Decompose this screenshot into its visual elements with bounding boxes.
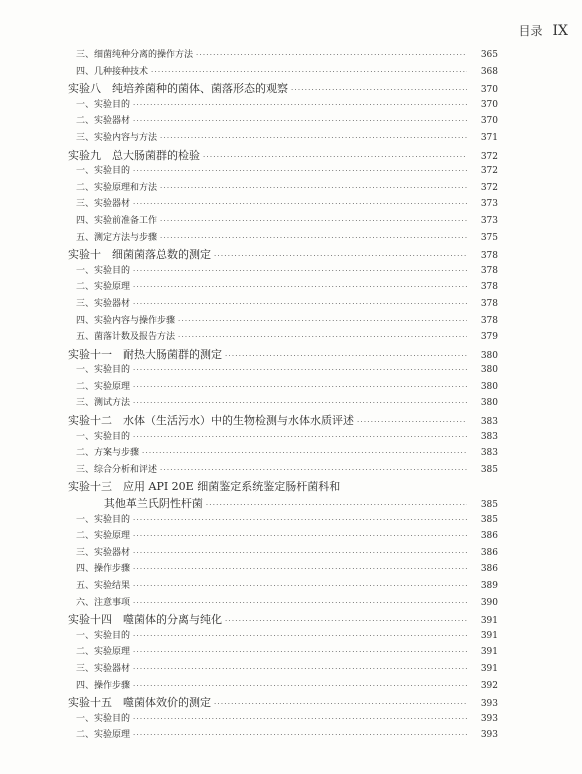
toc-section-entry[interactable] [68,628,498,645]
dot-leader [291,86,467,94]
toc-section-entry[interactable] [68,163,498,180]
dot-leader [133,532,467,540]
dot-leader [160,134,467,142]
dot-leader [133,648,467,656]
toc-section-entry[interactable] [68,313,498,330]
toc-chapter-entry[interactable] [68,80,498,97]
dot-leader [133,267,467,275]
toc-entry-title: 实验十 细菌菌落总数的测定 [68,248,211,262]
toc-entry-page-number: 385 [480,514,498,525]
toc-entry-title: 其他革兰氏阴性杆菌 [103,497,203,511]
toc-entry-page-number: 393 [480,730,498,741]
toc-section-entry[interactable] [68,263,498,280]
dot-leader [225,352,467,360]
dot-leader [142,449,467,457]
toc-entry-title: 四、实验内容与操作步骤 [76,315,176,326]
toc-entry-title: 三、实验器材 [76,663,131,674]
dot-leader [133,565,467,573]
dot-leader [133,682,467,690]
toc-entry-page-number: 368 [480,66,498,77]
dot-leader [206,501,467,509]
toc-entry-page-number: 383 [480,448,498,459]
dot-leader [160,234,467,242]
toc-entry-title: 五、实验结果 [76,581,131,591]
toc-entry-title: 一、实验目的 [76,431,131,442]
toc-entry-page-number: 380 [480,365,498,376]
dot-leader [160,217,467,225]
toc-chapter-entry[interactable] [68,694,498,711]
toc-entry-title: 四、实验前准备工作 [76,215,158,226]
toc-entry-title: 三、实验器材 [76,199,131,210]
toc-section-entry[interactable] [68,47,498,64]
toc-entry-title: 一、实验目的 [76,365,131,376]
toc-entry-page-number: 385 [480,464,498,475]
toc-section-entry[interactable] [68,595,498,612]
dot-leader [133,715,467,723]
toc-entry-title: 三、综合分析和评述 [76,464,158,475]
dot-leader [133,283,467,291]
toc-entry-page-number: 373 [480,199,498,210]
toc-section-entry[interactable] [68,296,498,313]
dot-leader [214,700,467,708]
toc-entry-page-number: 386 [480,547,498,558]
toc-entry-page-number: 383 [480,431,498,442]
toc-entry-title: 三、实验器材 [76,547,131,558]
toc-section-entry[interactable] [68,445,498,462]
toc-entry-page-number: 378 [480,282,498,293]
toc-entry-page-number: 386 [480,531,498,542]
dot-leader [133,366,467,374]
dot-leader [196,51,467,59]
toc-entry-page-number: 386 [480,564,498,575]
toc-entry-page-number: 391 [480,630,498,641]
toc-section-entry[interactable] [68,462,498,479]
toc-entry-title: 一、实验目的 [76,99,131,110]
toc-entry-page-number: 380 [480,398,498,409]
toc-entry-page-number: 390 [480,597,498,608]
dot-leader [133,433,467,441]
toc-entry-title: 二、实验原理 [76,381,131,392]
toc-section-entry[interactable] [68,727,498,744]
toc-entry-title: 四、操作步骤 [76,680,131,691]
toc-section-entry[interactable] [68,279,498,296]
toc-section-entry[interactable] [68,578,498,595]
dot-leader [133,549,467,557]
toc-section-entry[interactable] [68,429,498,446]
toc-entry-page-number: 380 [480,381,498,392]
toc-entry-page-number: 391 [480,647,498,658]
toc-chapter-entry[interactable] [68,246,498,263]
toc-section-entry[interactable] [68,362,498,379]
toc-entry-title: 三、细菌纯种分离的操作方法 [76,50,194,60]
dot-leader [133,101,467,109]
toc-chapter-entry[interactable] [68,412,498,429]
toc-section-entry[interactable] [68,213,498,230]
dot-leader [225,617,467,625]
dot-leader [133,731,467,739]
toc-chapter-entry[interactable] [68,147,498,164]
toc-entry-page-number: 393 [480,699,498,710]
toc-entry-title: 二、实验器材 [76,116,131,127]
toc-entry-title: 三、测试方法 [76,398,131,409]
toc-entry-page-number: 371 [480,132,498,143]
toc-section-entry[interactable] [68,678,498,695]
running-header [518,22,568,39]
toc-entry-title: 四、操作步骤 [76,564,131,575]
dot-leader [160,466,467,474]
toc-section-entry[interactable] [68,512,498,529]
dot-leader [133,516,467,524]
toc-entry-page-number: 389 [480,581,498,591]
toc-entry-title: 实验十三 应用 API 20E 细菌鉴定系统鉴定肠杆菌科和 [68,480,341,494]
toc-entry-page-number: 372 [480,166,498,177]
toc-entry-title: 二、方案与步骤 [76,448,140,459]
toc-entry-title: 二、实验原理 [76,531,131,542]
toc-entry-title: 一、实验目的 [76,265,131,276]
toc-entry-page-number: 391 [480,616,498,627]
toc-section-entry[interactable] [68,528,498,545]
toc-section-entry[interactable] [68,113,498,130]
dot-leader [133,399,467,407]
toc-entry-page-number: 372 [480,182,498,193]
toc-section-entry[interactable] [68,561,498,578]
toc-entry-page-number: 365 [480,50,498,60]
toc-chapter-entry[interactable] [68,611,498,628]
toc-entry-page-number: 383 [480,417,498,428]
toc-entry-page-number: 372 [480,151,498,162]
toc-section-entry[interactable] [68,196,498,213]
toc-section-entry[interactable] [68,230,498,247]
dot-leader [214,252,467,260]
toc-entry-title: 四、几种接种技术 [76,66,149,77]
toc-chapter-entry[interactable] [68,346,498,363]
dot-leader [133,599,467,607]
toc-entry-page-number: 370 [480,99,498,110]
dot-leader [160,184,467,192]
toc-entry-page-number: 391 [480,663,498,674]
toc-section-entry[interactable] [68,180,498,197]
toc-entry-title: 二、实验原理 [76,647,131,658]
toc-entry-page-number: 385 [480,500,498,511]
dot-leader [133,117,467,125]
toc-entry-page-number: 378 [480,251,498,262]
toc-entry-title: 三、实验器材 [76,298,131,309]
toc-section-entry[interactable] [68,130,498,147]
toc-section-entry[interactable] [68,711,498,728]
toc-section-entry[interactable] [68,97,498,114]
dot-leader [151,68,467,76]
dot-leader [133,383,467,391]
toc-entry-title: 五、菌落计数及报告方法 [76,332,176,343]
toc-chapter-continuation[interactable] [68,495,498,512]
toc-entry-title: 一、实验目的 [76,630,131,641]
toc-entry-title: 实验十五 噬菌体效价的测定 [68,696,211,710]
dot-leader [133,167,467,175]
toc-entry-title: 三、实验内容与方法 [76,132,158,143]
toc-section-entry[interactable] [68,64,498,81]
dot-leader [133,632,467,640]
dot-leader [357,418,467,426]
toc-entry-title: 实验十一 耐热大肠菌群的测定 [68,347,222,361]
toc-entry-page-number: 373 [480,215,498,226]
toc-entry-title: 一、实验目的 [76,514,131,525]
toc-entry-title: 实验九 总大肠菌群的检验 [68,148,200,162]
toc-entry-title: 二、实验原理 [76,282,131,293]
table-of-contents [68,47,498,744]
toc-entry-page-number: 370 [480,116,498,127]
dot-leader [133,582,467,590]
toc-entry-page-number: 370 [480,85,498,96]
toc-entry-title: 实验十四 噬菌体的分离与纯化 [68,613,222,627]
toc-entry-title: 二、实验原理 [76,730,131,741]
dot-leader [133,200,467,208]
dot-leader [178,333,467,341]
toc-section-entry[interactable] [68,644,498,661]
dot-leader [133,665,467,673]
toc-entry-title: 一、实验目的 [76,166,131,177]
toc-entry-page-number: 392 [480,680,498,691]
toc-entry-title: 实验十二 水体（生活污水）中的生物检测与水体水质评述 [68,414,354,428]
toc-entry-title: 二、实验原理和方法 [76,182,158,193]
toc-entry-title: 五、测定方法与步骤 [76,232,158,243]
dot-leader [178,317,467,325]
toc-entry-page-number: 375 [480,232,498,243]
toc-section-entry[interactable] [68,545,498,562]
header-page-number: IX [552,23,568,39]
dot-leader [133,300,467,308]
toc-section-entry[interactable] [68,379,498,396]
toc-entry-page-number: 379 [480,332,498,343]
toc-entry-page-number: 380 [480,350,498,361]
toc-entry-page-number: 378 [480,298,498,309]
toc-section-entry[interactable] [68,395,498,412]
toc-entry-title: 实验八 纯培养菌种的菌体、菌落形态的观察 [68,82,288,96]
toc-chapter-entry[interactable] [68,478,498,495]
toc-entry-page-number: 378 [480,265,498,276]
toc-section-entry[interactable] [68,329,498,346]
toc-entry-page-number: 393 [480,713,498,724]
header-label: 目录 [518,24,543,38]
toc-entry-title: 一、实验目的 [76,713,131,724]
toc-section-entry[interactable] [68,661,498,678]
dot-leader [203,153,467,161]
toc-entry-page-number: 378 [480,315,498,326]
toc-entry-title: 六、注意事项 [76,597,131,608]
